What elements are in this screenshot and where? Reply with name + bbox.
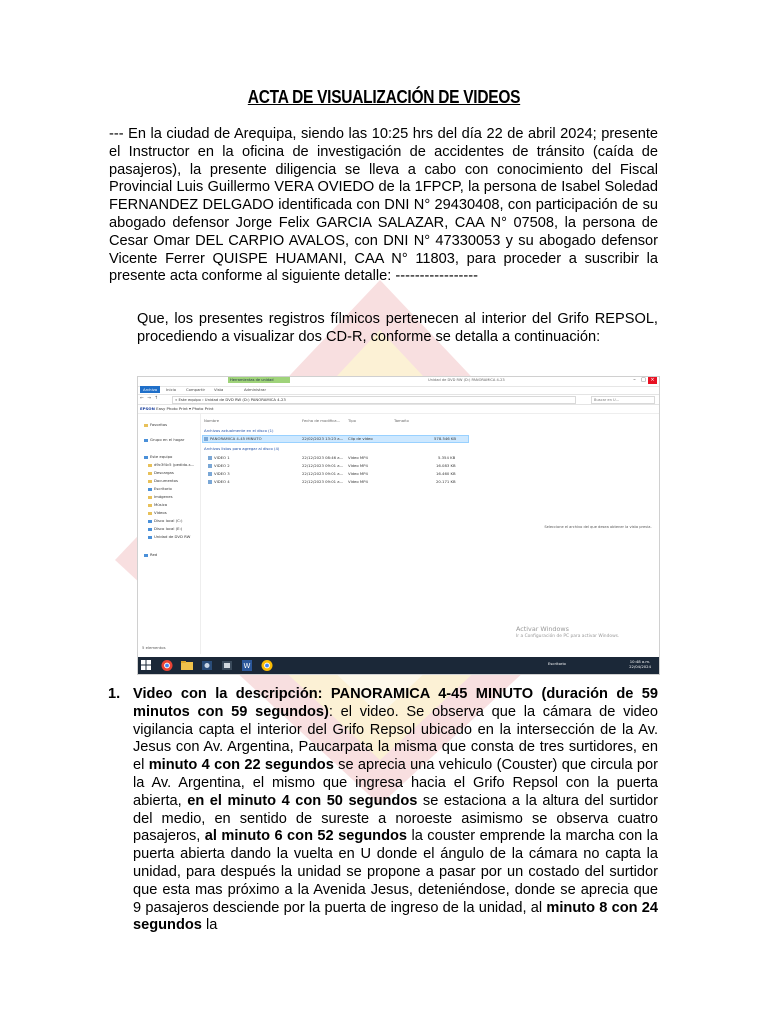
activate-windows-title: Activar Windows bbox=[516, 625, 569, 633]
nav-item-musica: Música bbox=[148, 502, 167, 507]
folder-icon bbox=[148, 512, 152, 515]
item1-text: se estaciona a la altura del surtidor del medio, en sentido de sureste a noroeste asimismo se observa cuatro pasajeros, bbox=[133, 792, 659, 845]
video-file-icon bbox=[204, 437, 208, 441]
window-controls bbox=[630, 377, 657, 384]
folder-icon bbox=[148, 504, 152, 507]
search-box: Buscar en U... bbox=[591, 396, 655, 404]
col-type: Tipo bbox=[348, 418, 356, 423]
status-bar: 5 elementos bbox=[142, 645, 166, 650]
item1-time-1: minuto 4 con 22 segundos bbox=[148, 757, 334, 774]
file-video-4: VIDEO 4 bbox=[208, 479, 230, 484]
tab-compartir: Compartir bbox=[186, 387, 206, 392]
nav-item-este-equipo: Este equipo bbox=[144, 454, 172, 459]
file-date: 22/12/2023 09:01 a... bbox=[302, 463, 344, 468]
drive-icon bbox=[148, 520, 152, 523]
drive-tools-tab: Herramientas de unidad bbox=[228, 377, 290, 383]
file-date: 22/12/2023 09:01 a... bbox=[302, 479, 344, 484]
activate-windows-sub: Ir a Configuración de PC para activar Windows. bbox=[516, 634, 620, 639]
nav-item-dvd: Unidad de DVD RW bbox=[148, 534, 190, 539]
chrome-icon bbox=[160, 659, 174, 672]
address-bar bbox=[138, 395, 659, 405]
item1-text: la couster emprende la marcha con la puerta abierta dando la vuelta en U donde el ángulo de la cámara no capta la unidad, para después la unidad se propone a pasar por un costado del surtidor que esta mas próximo a la Avenida Jesus, deteniéndose, donde se aprecia que 9 pasajeros desciende por la puerta de ingreso de la unidad, al bbox=[133, 828, 658, 916]
video-file-icon bbox=[208, 472, 212, 476]
item1-text: la bbox=[201, 917, 218, 934]
col-size: Tamaño bbox=[394, 418, 409, 423]
file-type: Vídeo MP4 bbox=[348, 463, 368, 468]
file-video-3: VIDEO 3 bbox=[208, 471, 230, 476]
nav-item-videos: Vídeos bbox=[148, 510, 167, 515]
chrome-icon-2 bbox=[260, 659, 274, 672]
video-file-icon bbox=[208, 456, 212, 460]
file-date: 22/12/2023 08:46 a... bbox=[302, 455, 344, 460]
file-type: Vídeo MP4 bbox=[348, 479, 368, 484]
folder-icon bbox=[148, 472, 152, 475]
folder-icon bbox=[148, 496, 152, 499]
address-path: « Este equipo › Unidad de DVD RW (D:) PANORAMICA 4-23 bbox=[172, 396, 576, 404]
ribbon bbox=[138, 386, 659, 395]
explorer-screenshot bbox=[137, 376, 660, 675]
file-video-1: VIDEO 1 bbox=[208, 455, 230, 460]
file-type: Vídeo MP4 bbox=[348, 471, 368, 476]
col-date: Fecha de modifica... bbox=[302, 418, 341, 423]
video-file-icon bbox=[208, 464, 212, 468]
epson-logo: EPSON bbox=[140, 406, 155, 411]
item1-time-3: al minuto 6 con 52 segundos bbox=[204, 828, 408, 845]
close-icon: × bbox=[648, 377, 657, 384]
current-file-date: 22/02/2023 13:23 a... bbox=[302, 436, 344, 441]
que-paragraph: Que, los presentes registros fílmicos pertenecen al interior del Grifo REPSOL, procediendo a visualizar dos CD-R, conforme se detalla a continuación: bbox=[137, 311, 658, 345]
epson-items: Easy Photo Print ▾ Photo Print bbox=[156, 406, 214, 411]
maximize-icon: □ bbox=[641, 377, 646, 383]
computer-icon bbox=[144, 456, 148, 459]
nav-item-red: Red bbox=[144, 552, 157, 557]
taskbar-desktop-label: Escritorio bbox=[548, 661, 566, 666]
nav-item-disco-c: Disco local (C:) bbox=[148, 518, 183, 523]
drive-icon bbox=[148, 528, 152, 531]
file-size: 5.354 KB bbox=[438, 455, 456, 460]
nav-item-favoritos: Favoritos bbox=[144, 422, 167, 427]
folder-icon bbox=[148, 488, 152, 491]
minimize-icon: – bbox=[633, 377, 636, 383]
file-size: 16.460 KB bbox=[436, 471, 456, 476]
group-current: Archivos actualmente en el disco (1) bbox=[204, 428, 274, 433]
folder-icon bbox=[148, 480, 152, 483]
dvd-icon bbox=[148, 536, 152, 539]
nav-item-imagenes: Imágenes bbox=[148, 494, 173, 499]
current-file-size: 578.546 KB bbox=[434, 436, 457, 441]
nav-item-disco-e: Disco local (E:) bbox=[148, 526, 182, 531]
group-pending: Archivos listos para agregar al disco (4) bbox=[204, 446, 280, 451]
item1-heading: Video con la descripción: PANORAMICA 4-45 MINUTO (duración de 59 minutos con 59 segundos) bbox=[133, 686, 658, 720]
folder-icon bbox=[148, 464, 152, 467]
item1-time-2: en el minuto 4 con 50 segundos bbox=[187, 792, 418, 809]
video-file-icon bbox=[208, 480, 212, 484]
epson-toolbar bbox=[138, 405, 659, 414]
file-video-2: VIDEO 2 bbox=[208, 463, 230, 468]
tab-inicio: Inicio bbox=[166, 387, 177, 392]
nav-arrows-icon: ← → ↑ bbox=[140, 396, 160, 401]
clock-time: 10:48 a.m. bbox=[629, 659, 651, 664]
nav-item-grupo: Grupo en el hogar bbox=[144, 437, 184, 442]
navigation-pane bbox=[138, 414, 201, 654]
item1-time-4: minuto 8 con 24 segundos bbox=[133, 899, 658, 934]
current-file-type: Clip de vídeo bbox=[348, 436, 373, 441]
item-number: 1. bbox=[108, 686, 121, 702]
intro-paragraph: --- En la ciudad de Arequipa, siendo las 10:25 hrs del día 22 de abril 2024; presente el Instructor en la oficina de investigación de accidentes de tránsito (caída de pasajeros), la presente diligencia se lleva a cabo con conocimiento del Fiscal Provincial Luis Guillermo VERA OVIEDO de la 1FPCP, la persona de Isabel Soledad FERNANDEZ DELGADO identificada con DNI N° 29430408, con participación de su abogado defensor Jorge Felix GARCIA SALAZAR, CAA N° 07508, la persona de Cesar Omar DEL CARPIO AVALOS, con DNI N° 47330053 y su abogado defensor Vicente Ferrer QUISPE HUAMANI, CAA N° 11803, para proceder a suscribir la presente acta conforme al siguiente detalle: ----------------- bbox=[109, 126, 658, 285]
file-type: Vídeo MP4 bbox=[348, 455, 368, 460]
homegroup-icon bbox=[144, 439, 148, 442]
file-size: 16.083 KB bbox=[436, 463, 456, 468]
document-title: ACTA DE VISUALIZACIÓN DE VIDEOS bbox=[247, 87, 521, 107]
svg-text:W: W bbox=[243, 662, 251, 670]
tab-archivo: Archivo bbox=[140, 386, 160, 393]
file-date: 22/12/2023 09:01 a... bbox=[302, 471, 344, 476]
nav-item-descargas: Descargas bbox=[148, 470, 174, 475]
item1-paragraph bbox=[133, 686, 658, 935]
star-icon bbox=[144, 424, 148, 427]
clock-date: 22/04/2024 bbox=[629, 664, 651, 669]
nav-item-escritorio: Escritorio bbox=[148, 486, 172, 491]
media-player-icon bbox=[220, 659, 234, 672]
file-size: 20.171 KB bbox=[436, 479, 456, 484]
file-explorer-icon bbox=[180, 659, 194, 672]
item1-text: se aprecia una vehiculo (Couster) que circula por la Av. Argentina, el mismo que ingresa hacia el Grifo Repsol con la puerta abierta, bbox=[133, 757, 658, 809]
photo-app-icon bbox=[200, 659, 214, 672]
system-clock bbox=[629, 659, 651, 669]
file-list bbox=[202, 414, 532, 654]
word-icon bbox=[240, 659, 254, 672]
nav-item-documentos: Documentos bbox=[148, 478, 178, 483]
col-name: Nombre bbox=[204, 418, 220, 423]
preview-pane-message: Seleccione el archivo del que desea obtener la vista previa. bbox=[544, 525, 652, 529]
tab-vista: Vista bbox=[214, 387, 224, 392]
window-title: Unidad de DVD RW (D:) PANORAMICA 4-23 bbox=[428, 378, 505, 382]
current-file-name: PANORAMICA 4-45 MINUTO bbox=[204, 436, 262, 441]
taskbar bbox=[138, 657, 659, 674]
tab-administrar: Administrar bbox=[244, 387, 267, 392]
nav-item-pedido: d9c3f4c5 (pedido-s... bbox=[148, 462, 194, 467]
windows-start-icon bbox=[141, 660, 151, 670]
item1-text: : el video. Se observa que la cámara de video vigilancia capta el interior del Grifo Repsol ubicado en la intersección de la Av. Jesus con Av. Argentina, Paucarpata la misma que consta de tres surtidores, en el bbox=[133, 703, 659, 774]
network-icon bbox=[144, 554, 148, 557]
